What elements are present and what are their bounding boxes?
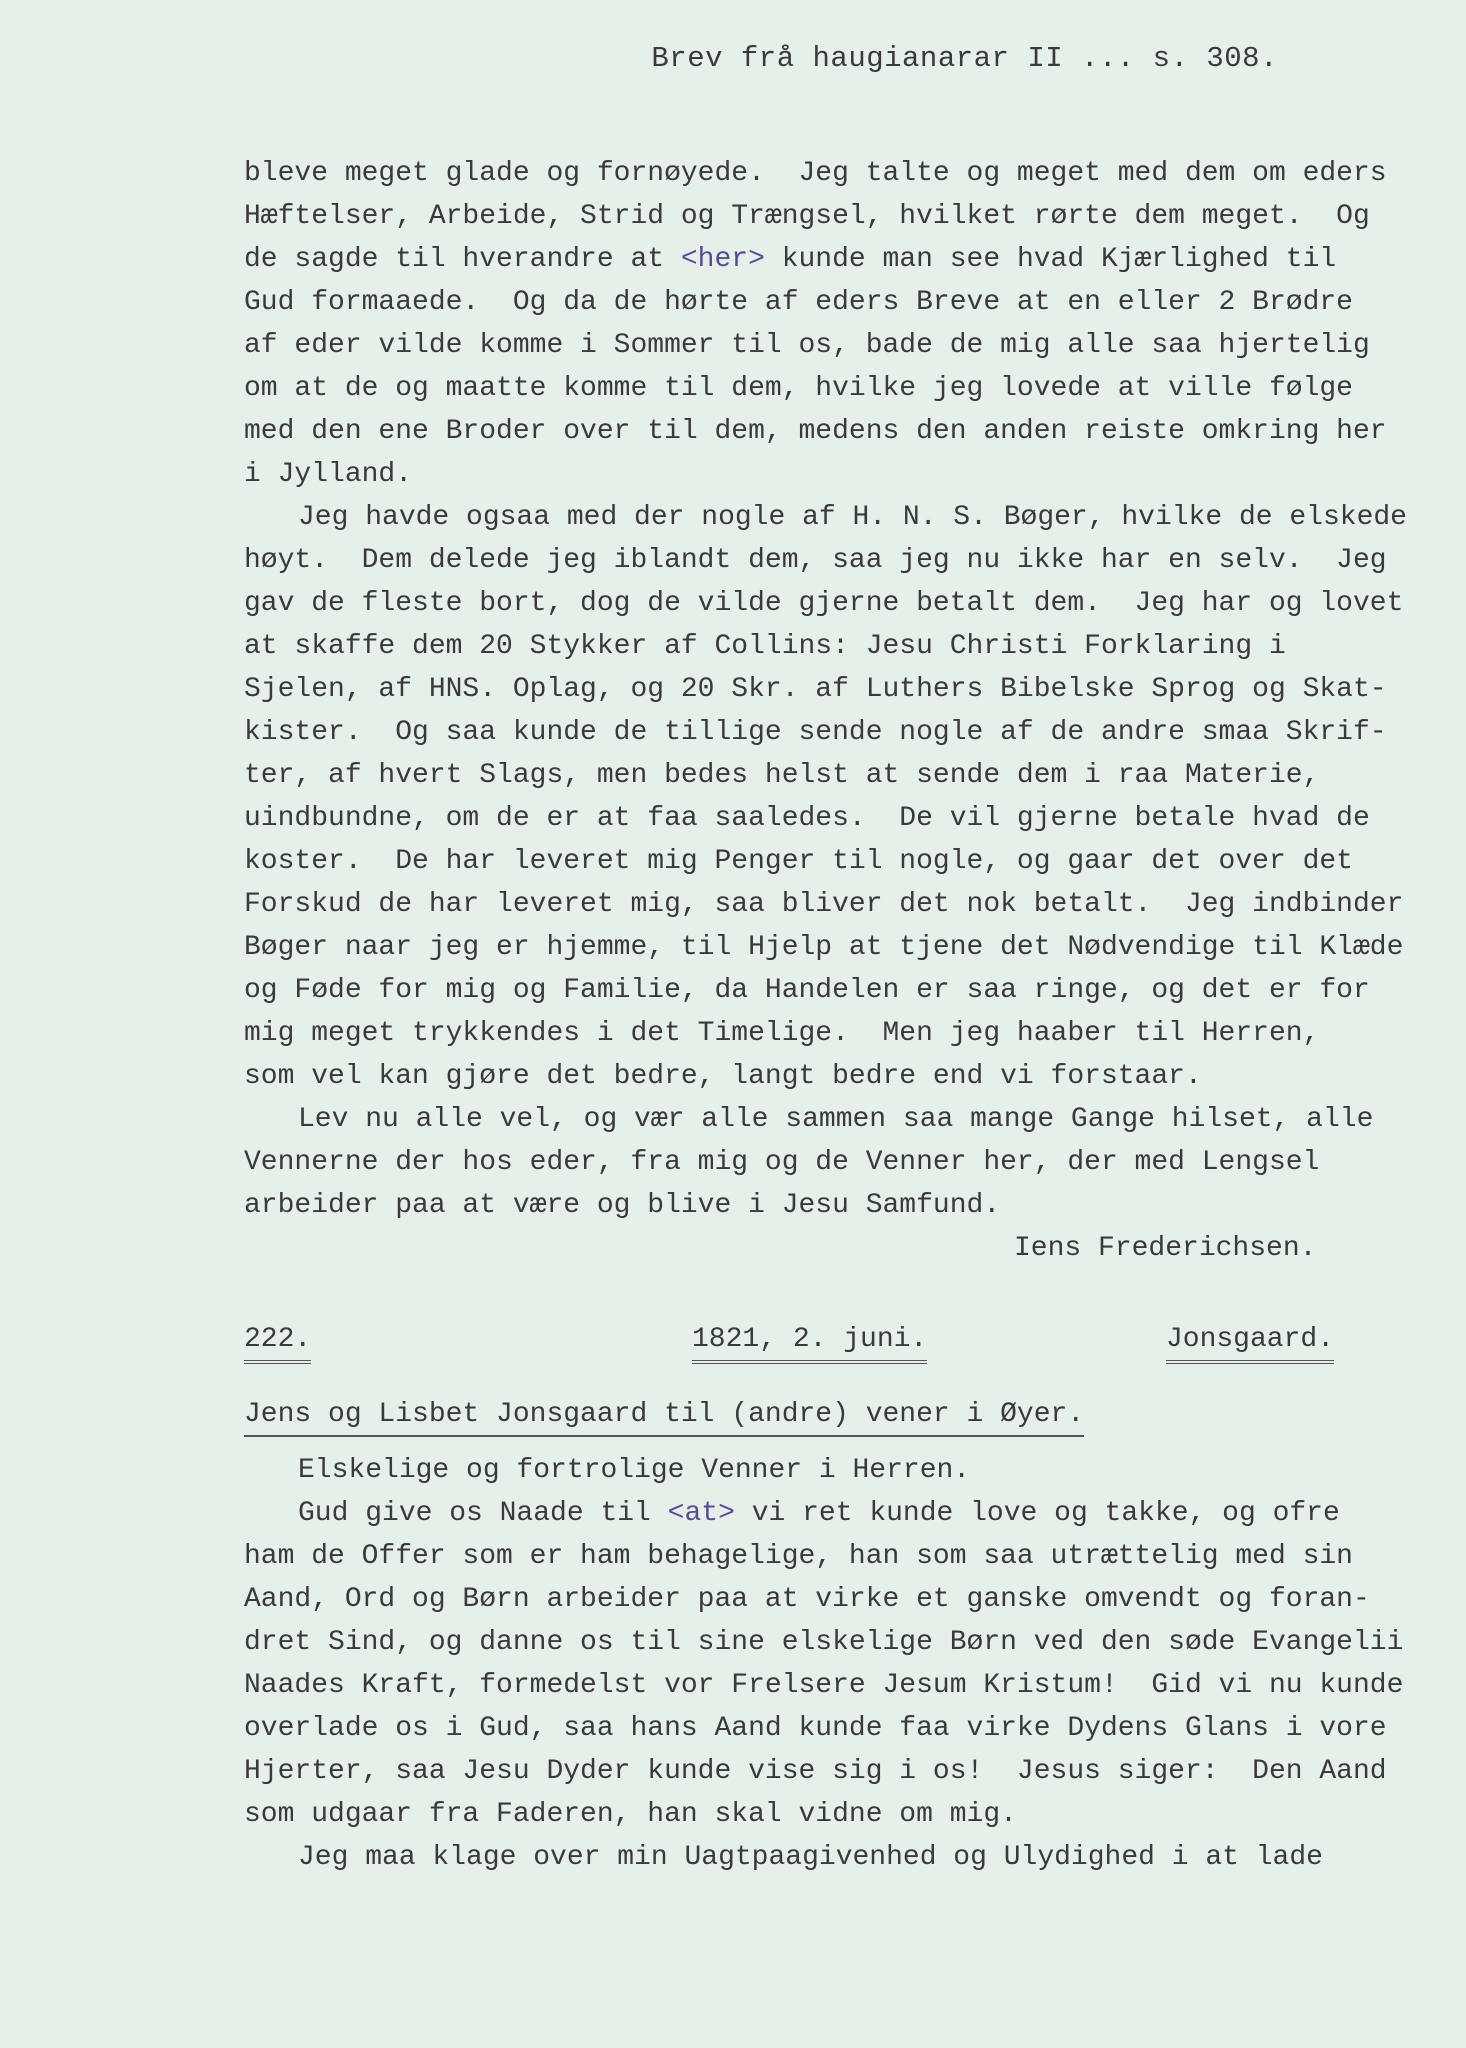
editorial-insertion-mark: <her>: [680, 244, 765, 275]
text-line: som udgaar fra Faderen, han skal vidne om mig.: [244, 1799, 1017, 1830]
text-line: ter, af hvert Slags, men bedes helst at sende dem i raa Materie,: [244, 760, 1320, 791]
text-line: i Jylland.: [244, 459, 413, 490]
entry-place: Jonsgaard.: [1166, 1320, 1334, 1364]
text-line: overlade os i Gud, saa hans Aand kunde faa virke Dydens Glans i vore: [244, 1713, 1387, 1744]
text-line: Vennerne der hos eder, fra mig og de Venner her, der med Lengsel: [244, 1147, 1320, 1178]
salutation: Elskelige og fortrolige Venner i Herren.: [298, 1455, 971, 1486]
text-line: med den ene Broder over til dem, medens den anden reiste omkring her: [244, 416, 1387, 447]
text-line: koster. De har leveret mig Penger til nogle, og gaar det over det: [244, 846, 1353, 877]
text-line: gav de fleste bort, dog de vilde gjerne betalt dem. Jeg har og lovet: [244, 588, 1404, 619]
text-line: Hjerter, saa Jesu Dyder kunde vise sig i os! Jesus siger: Den Aand: [244, 1756, 1387, 1787]
text-line: at skaffe dem 20 Stykker af Collins: Jesu Christi Forklaring i: [244, 631, 1286, 662]
entry-title: Jens og Lisbet Jonsgaard til (andre) vener i Øyer.: [244, 1395, 1084, 1437]
text-line: dret Sind, og danne os til sine elskelige Børn ved den søde Evangelii: [244, 1627, 1404, 1658]
text-line: høyt. Dem delede jeg iblandt dem, saa jeg nu ikke har en selv. Jeg: [244, 545, 1387, 576]
text-line: Jeg havde ogsaa med der nogle af H. N. S. Bøger, hvilke de elskede: [298, 502, 1407, 533]
text-line: Forskud de har leveret mig, saa bliver det nok betalt. Jeg indbinder: [244, 889, 1404, 920]
running-header: Brev frå haugianarar II ... s. 308.: [651, 42, 1278, 75]
text-line: Naades Kraft, formedelst vor Frelsere Jesum Kristum! Gid vi nu kunde: [244, 1670, 1404, 1701]
text-line: [244, 1492, 1434, 1535]
text-line: Hæftelser, Arbeide, Strid og Trængsel, hvilket rørte dem meget. Og: [244, 201, 1370, 232]
text-line: Bøger naar jeg er hjemme, til Hjelp at tjene det Nødvendige til Klæde: [244, 932, 1404, 963]
text-line: kister. Og saa kunde de tillige sende nogle af de andre smaa Skrif-: [244, 717, 1387, 748]
text-line: Lev nu alle vel, og vær alle sammen saa mange Gange hilset, alle: [298, 1104, 1374, 1135]
text-line: som vel kan gjøre det bedre, langt bedre end vi forstaar.: [244, 1061, 1202, 1092]
text-line: Gud formaaede. Og da de hørte af eders Breve at en eller 2 Brødre: [244, 287, 1353, 318]
text-line: mig meget trykkendes i det Timelige. Men jeg haaber til Herren,: [244, 1018, 1320, 1049]
letter-body-2: [244, 1449, 1434, 1879]
entry-number: 222.: [244, 1320, 311, 1364]
text-line: og Føde for mig og Familie, da Handelen er saa ringe, og det er for: [244, 975, 1370, 1006]
text-fragment: vi ret kunde love og takke, og ofre: [734, 1498, 1340, 1529]
entry-heading: [244, 1320, 1334, 1370]
signature: Iens Frederichsen.: [1014, 1233, 1317, 1264]
text-line: bleve meget glade og fornøyede. Jeg talte og meget med dem om eders: [244, 158, 1387, 189]
text-line: af eder vilde komme i Sommer til os, bade de mig alle saa hjertelig: [244, 330, 1370, 361]
text-line: om at de og maatte komme til dem, hvilke jeg lovede at ville følge: [244, 373, 1353, 404]
editorial-insertion-mark: <at>: [667, 1498, 735, 1529]
text-line: arbeider paa at være og blive i Jesu Samfund.: [244, 1190, 1001, 1221]
letter-body-1: [244, 152, 1434, 1270]
text-line: Sjelen, af HNS. Oplag, og 20 Skr. af Luthers Bibelske Sprog og Skat-: [244, 674, 1387, 705]
text-line: [244, 238, 1434, 281]
text-fragment: Gud give os Naade til: [298, 1498, 668, 1529]
text-line: Jeg maa klage over min Uagtpaagivenhed og Ulydighed i at lade: [298, 1842, 1323, 1873]
text-fragment: kunde man see hvad Kjærlighed til: [781, 244, 1337, 275]
text-line: uindbundne, om de er at faa saaledes. De vil gjerne betale hvad de: [244, 803, 1370, 834]
text-fragment: de sagde til hverandre at: [244, 244, 681, 275]
entry-date: 1821, 2. juni.: [692, 1320, 927, 1364]
text-line: ham de Offer som er ham behagelige, han som saa utrættelig med sin: [244, 1541, 1353, 1572]
text-line: Aand, Ord og Børn arbeider paa at virke et ganske omvendt og foran-: [244, 1584, 1370, 1615]
